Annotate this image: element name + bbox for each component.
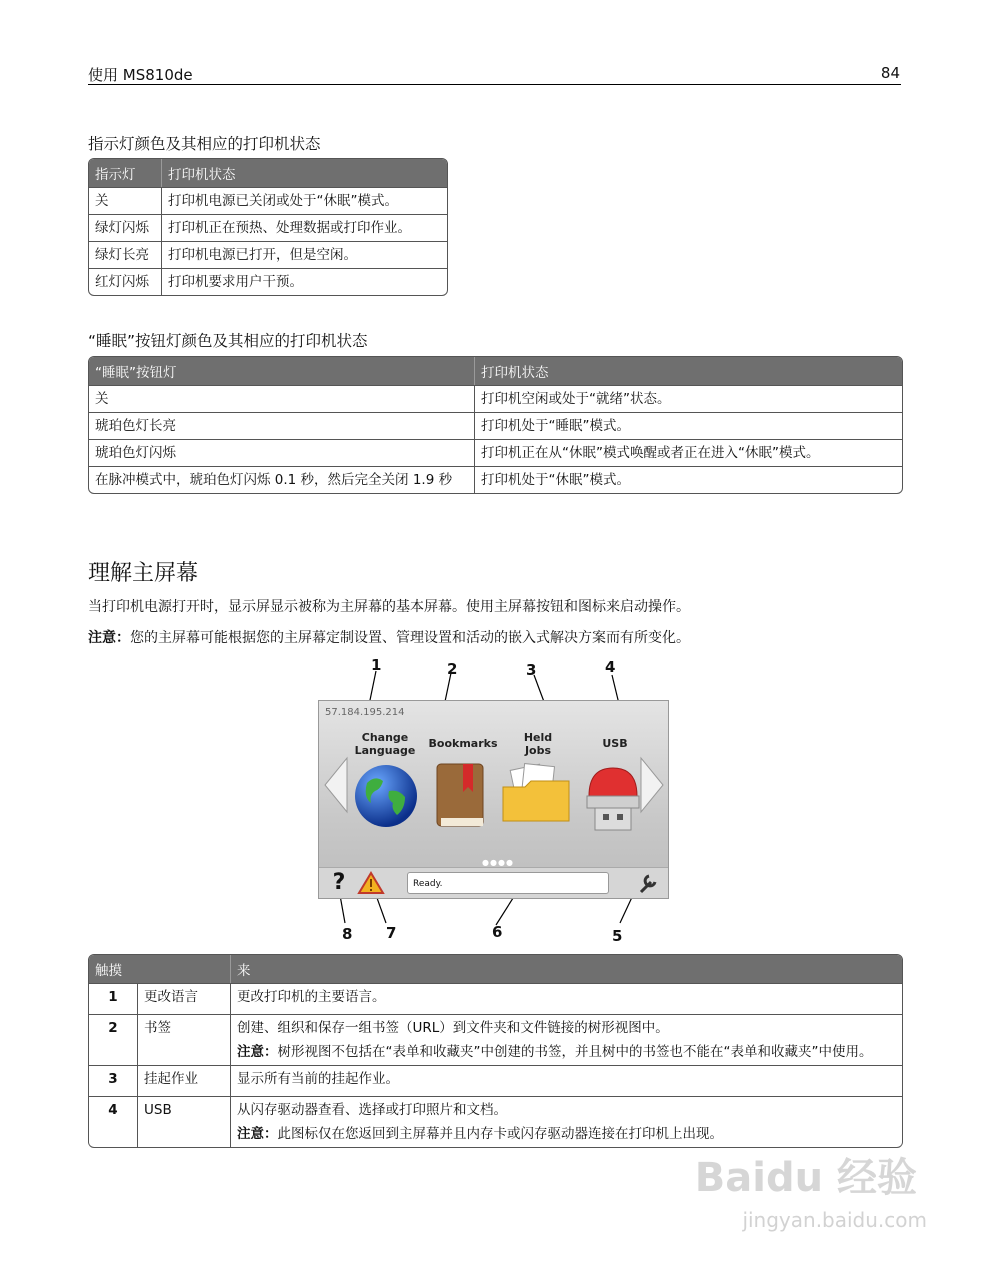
table-cell: 绿灯长亮 — [89, 241, 161, 268]
change-language-button[interactable] — [347, 731, 423, 833]
table-cell: 红灯闪烁 — [89, 268, 161, 295]
callout-4: 4 — [605, 658, 616, 676]
row-description: 创建、组织和保存一组书签（URL）到文件夹和文件链接的树形视图中。 — [237, 1020, 669, 1036]
table-cell: 琥珀色灯长亮 — [89, 412, 474, 439]
home-screen-figure — [318, 700, 669, 899]
header-rule — [88, 84, 901, 85]
column-header: 触摸 — [89, 955, 230, 983]
indicator-table — [88, 158, 448, 296]
warning-icon[interactable] — [357, 871, 385, 895]
table-cell — [230, 1014, 902, 1065]
table-cell: 打印机正在从“休眠”模式唤醒或者正在进入“休眠”模式。 — [474, 439, 902, 466]
note-label: 注意： — [88, 630, 130, 646]
status-bar — [319, 867, 668, 899]
table-row — [89, 1014, 902, 1065]
globe-icon — [353, 763, 419, 829]
note-text: 树形视图不包括在“表单和收藏夹”中创建的书签，并且树中的书签也不能在“表单和收藏夹”中使用。 — [277, 1044, 873, 1060]
callout-1: 1 — [371, 656, 382, 674]
column-header: 打印机状态 — [161, 159, 447, 187]
table-cell: USB — [137, 1096, 230, 1147]
table-row — [89, 439, 902, 466]
intro-paragraph: 当打印机电源打开时，显示屏显示被称为主屏幕的基本屏幕。使用主屏幕按钮和图标来启动操作。 — [88, 599, 690, 615]
table-row — [89, 412, 902, 439]
table-cell: 打印机处于“休眠”模式。 — [474, 466, 902, 493]
row-number: 2 — [89, 1014, 137, 1065]
note-paragraph — [88, 627, 690, 647]
table-row — [89, 214, 447, 241]
note-label: 注意： — [237, 1044, 278, 1060]
callout-8: 8 — [342, 925, 353, 943]
callout-7: 7 — [386, 924, 397, 942]
watermark-logo: Baidu 经验 — [694, 1155, 917, 1201]
page-indicator-dots: ●●●● — [482, 858, 514, 867]
usb-drive-icon — [581, 764, 645, 838]
table-cell: 关 — [89, 385, 474, 412]
table-cell: 关 — [89, 187, 161, 214]
note-text: 此图标仅在您返回到主屏幕并且内存卡或闪存驱动器连接在打印机上出现。 — [277, 1126, 723, 1142]
section-title-indicator: 指示灯颜色及其相应的打印机状态 — [88, 135, 321, 153]
table-cell: 显示所有当前的挂起作业。 — [230, 1065, 902, 1096]
header-title: 使用 MS810de — [88, 66, 193, 84]
callout-6: 6 — [492, 923, 503, 941]
column-header: 指示灯 — [89, 159, 161, 187]
column-header: 打印机状态 — [474, 357, 902, 385]
help-button[interactable]: ? — [332, 870, 346, 895]
row-number: 4 — [89, 1096, 137, 1147]
table-cell: 在脉冲模式中，琥珀色灯闪烁 0.1 秒，然后完全关闭 1.9 秒 — [89, 466, 474, 493]
table-header-row — [89, 357, 902, 385]
table-cell: 打印机空闲或处于“就绪”状态。 — [474, 385, 902, 412]
table-row — [89, 1065, 902, 1096]
table-cell: 挂起作业 — [137, 1065, 230, 1096]
column-header: 来 — [230, 955, 902, 983]
table-cell: 更改打印机的主要语言。 — [230, 983, 902, 1014]
sleep-button-table — [88, 356, 903, 494]
callout-5: 5 — [612, 927, 623, 945]
table-cell: 更改语言 — [137, 983, 230, 1014]
folder-icon — [501, 763, 573, 825]
table-row — [89, 241, 447, 268]
table-cell: 琥珀色灯闪烁 — [89, 439, 474, 466]
held-jobs-button[interactable] — [497, 731, 581, 829]
row-description: 从闪存驱动器查看、选择或打印照片和文档。 — [237, 1102, 507, 1118]
table-row — [89, 1096, 902, 1147]
callout-3: 3 — [526, 661, 537, 679]
row-number: 1 — [89, 983, 137, 1014]
table-row — [89, 385, 902, 412]
table-row — [89, 466, 902, 493]
table-cell: 打印机处于“睡眠”模式。 — [474, 412, 902, 439]
table-row — [89, 983, 902, 1014]
usb-button[interactable] — [575, 737, 655, 842]
bookmarks-button[interactable] — [423, 737, 503, 836]
table-header-row — [89, 955, 902, 983]
ip-address: 57.184.195.214 — [325, 707, 405, 718]
table-cell: 打印机要求用户干预。 — [161, 268, 447, 295]
table-cell: 打印机电源已关闭或处于“休眠”模式。 — [161, 187, 447, 214]
column-header: “睡眠”按钮灯 — [89, 357, 474, 385]
note-text: 您的主屏幕可能根据您的主屏幕定制设置、管理设置和活动的嵌入式解决方案而有所变化。 — [130, 630, 690, 646]
callout-2: 2 — [447, 660, 458, 678]
table-row — [89, 268, 447, 295]
watermark-url: jingyan.baidu.com — [742, 1208, 927, 1232]
section-heading-home-screen: 理解主屏幕 — [88, 561, 199, 586]
status-message-field[interactable]: Ready. — [407, 872, 609, 894]
scroll-left-arrow-icon[interactable] — [323, 756, 349, 814]
home-screen-table — [88, 954, 903, 1148]
table-cell: 打印机电源已打开，但是空闲。 — [161, 241, 447, 268]
table-cell: 绿灯闪烁 — [89, 214, 161, 241]
table-row — [89, 187, 447, 214]
table-cell: 书签 — [137, 1014, 230, 1065]
table-cell: 打印机正在预热、处理数据或打印作业。 — [161, 214, 447, 241]
note-label: 注意： — [237, 1126, 278, 1142]
usb-label: USB — [602, 737, 628, 750]
book-icon — [433, 762, 489, 832]
settings-wrench-icon[interactable] — [637, 872, 661, 894]
row-note — [237, 1125, 896, 1143]
change-language-label: Change Language — [354, 731, 416, 757]
table-cell — [230, 1096, 902, 1147]
row-note — [237, 1043, 896, 1061]
section-title-sleep: “睡眠”按钮灯颜色及其相应的打印机状态 — [88, 332, 368, 350]
table-header-row — [89, 159, 447, 187]
bookmarks-label: Bookmarks — [428, 737, 498, 750]
page-number: 84 — [880, 64, 900, 82]
held-jobs-label: Held Jobs — [523, 731, 553, 757]
row-number: 3 — [89, 1065, 137, 1096]
